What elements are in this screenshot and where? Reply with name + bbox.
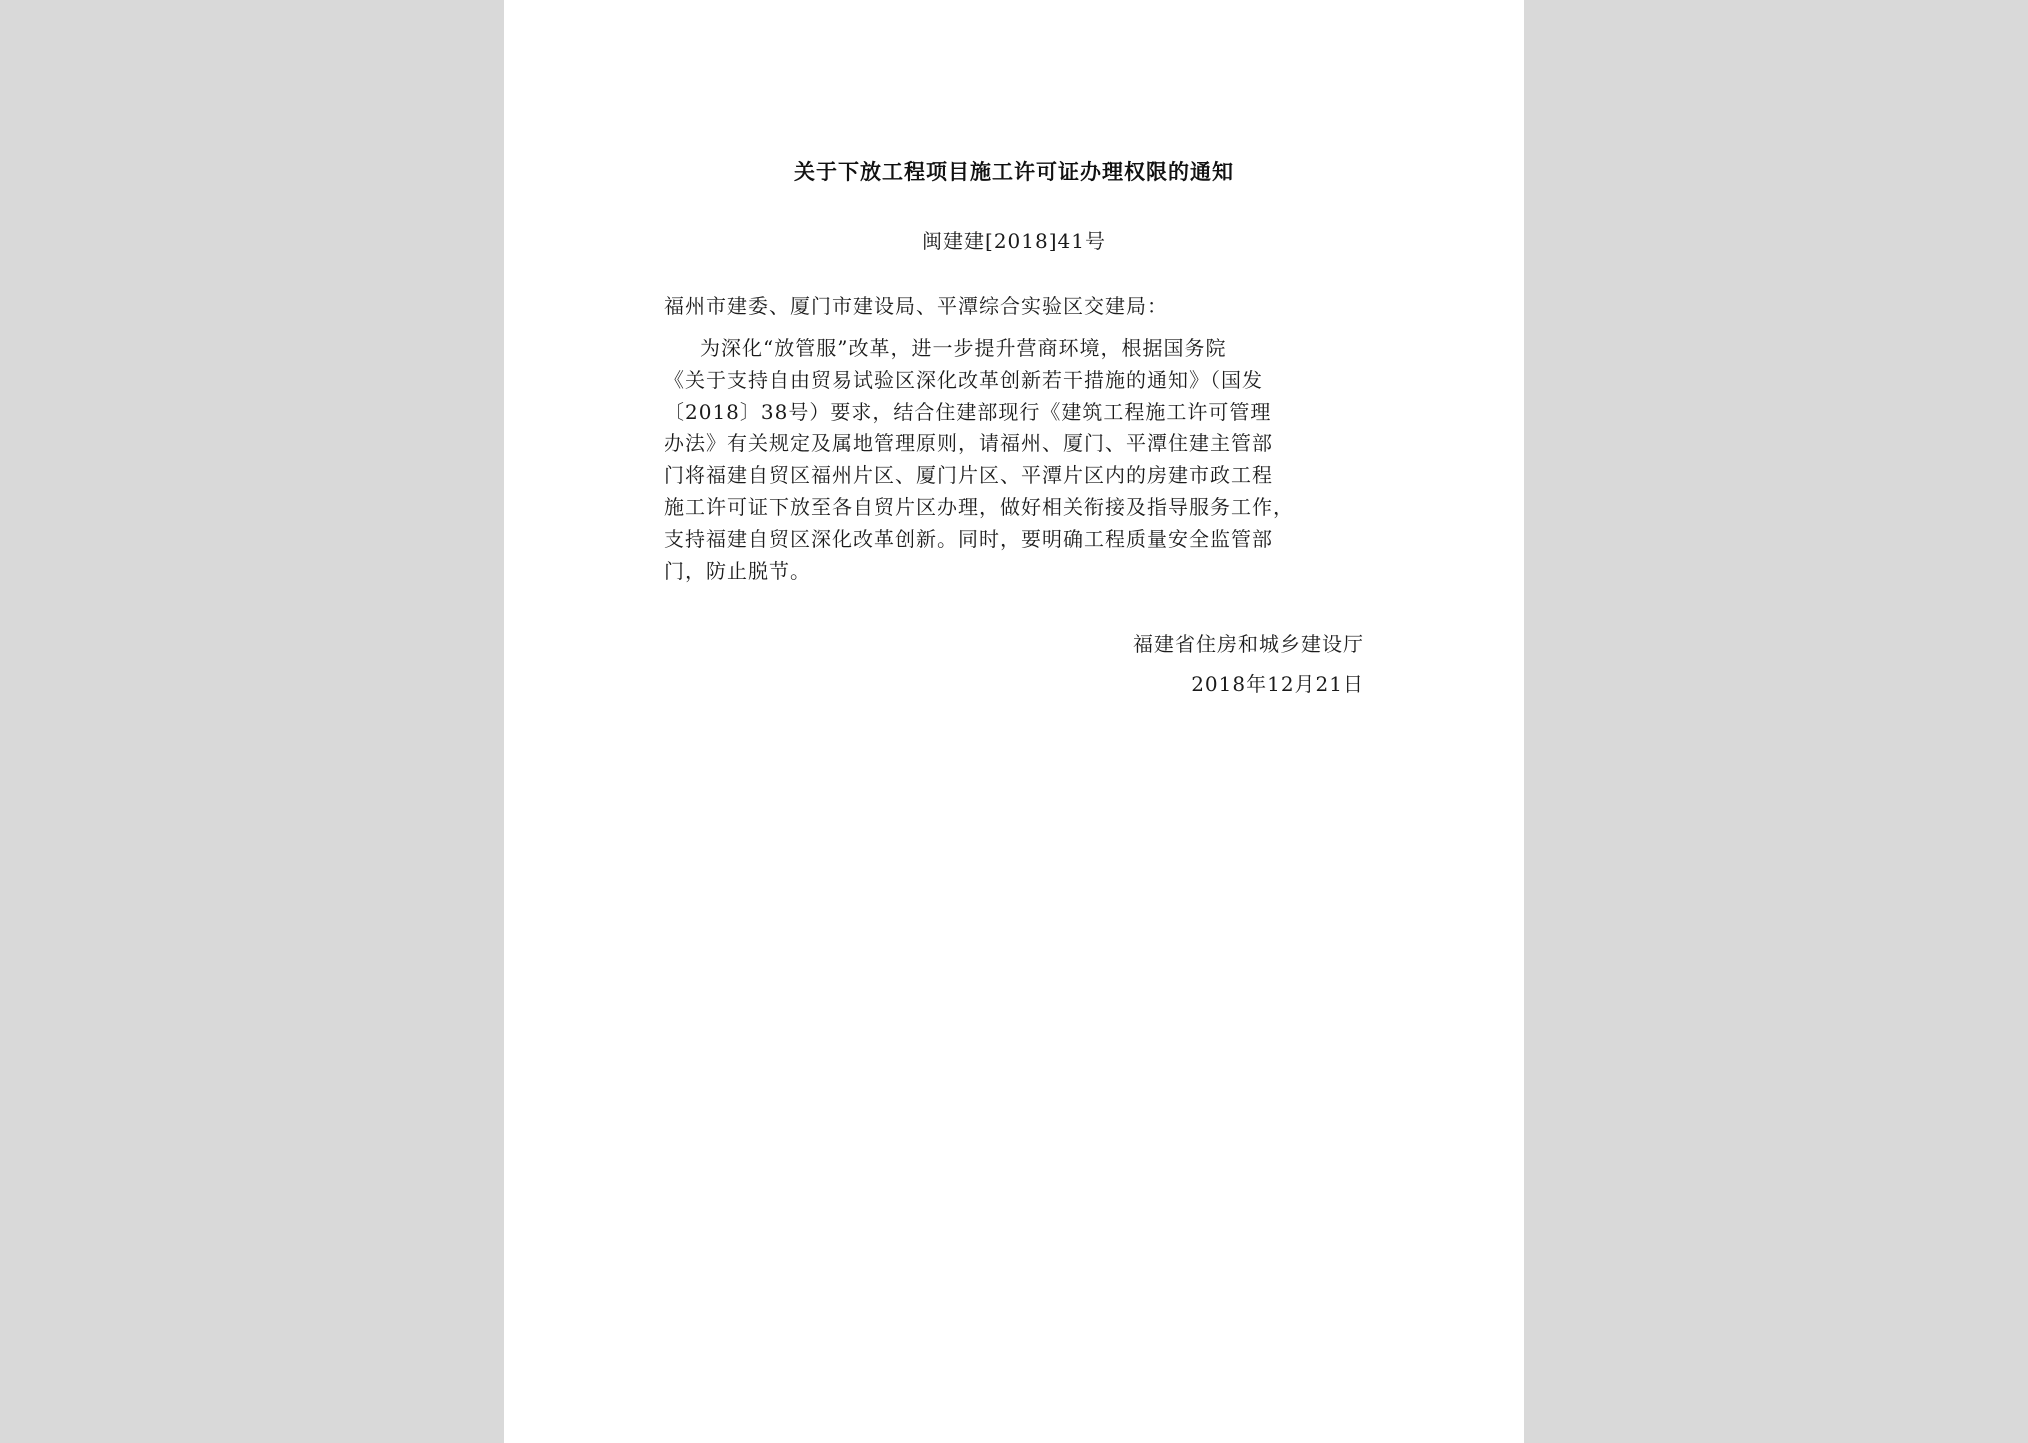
body-line-8: 门，防止脱节。 [664, 559, 811, 583]
document-number: 闽建建[2018]41号 [922, 229, 1106, 253]
body-line-2: 《关于支持自由贸易试验区深化改革创新若干措施的通知》（国发 [664, 368, 1263, 392]
signature-organization: 福建省住房和城乡建设厅 [1133, 632, 1364, 656]
body-line-4: 办法》有关规定及属地管理原则，请福州、厦门、平潭住建主管部 [664, 431, 1273, 455]
body-line-6: 施工许可证下放至各自贸片区办理，做好相关衔接及指导服务工作， [664, 495, 1294, 519]
addressee-line: 福州市建委、厦门市建设局、平潭综合实验区交建局： [664, 294, 1168, 318]
body-line-1: 为深化“放管服”改革，进一步提升营商环境，根据国务院 [700, 336, 1227, 360]
body-line-3: 〔2018〕38号）要求，结合住建部现行《建筑工程施工许可管理 [664, 400, 1272, 424]
document-page [504, 0, 1524, 1443]
signature-date: 2018年12月21日 [1191, 672, 1364, 696]
body-line-7: 支持福建自贸区深化改革创新。同时，要明确工程质量安全监管部 [664, 527, 1273, 551]
body-line-5: 门将福建自贸区福州片区、厦门片区、平潭片区内的房建市政工程 [664, 463, 1273, 487]
document-title: 关于下放工程项目施工许可证办理权限的通知 [794, 160, 1234, 184]
